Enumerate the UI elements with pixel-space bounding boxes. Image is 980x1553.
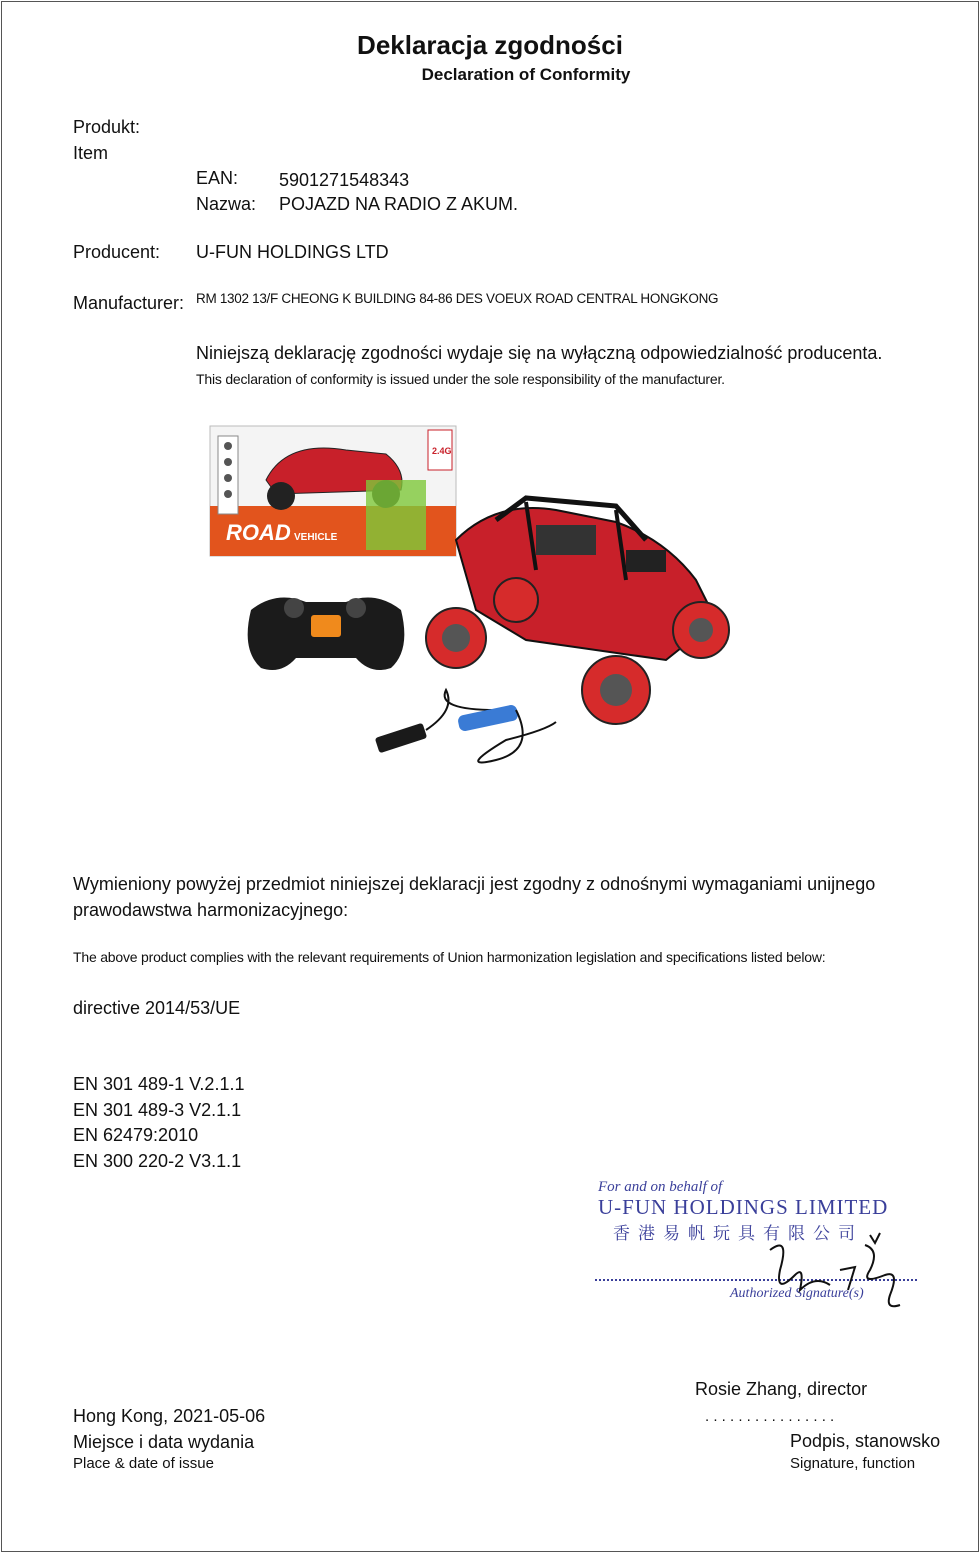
standard-2: EN 301 489-3 V2.1.1 <box>73 1100 242 1120</box>
signature-dots: . . . . . . . . . . . . . . . . <box>705 1408 835 1425</box>
place-label-en: Place & date of issue <box>73 1455 214 1472</box>
product-photo <box>196 410 756 790</box>
stamp-line-1: For and on behalf of <box>598 1179 723 1195</box>
producer-name: U-FUN HOLDINGS LTD <box>196 242 389 262</box>
responsibility-pl: Niniejszą deklarację zgodności wydaje się na wyłączną odpowiedzialność producenta. <box>196 343 883 363</box>
stamp-line-4: Authorized Signature(s) <box>730 1286 864 1301</box>
compliance-en: The above product complies with the relevant requirements of Union harmonization legislation and specifications listed below: <box>73 949 826 965</box>
signer-name: Rosie Zhang, director <box>695 1379 868 1399</box>
handwritten-signature <box>760 1215 910 1315</box>
ean-label: EAN: <box>196 168 239 188</box>
product-box <box>210 426 456 556</box>
standard-1: EN 301 489-1 V.2.1.1 <box>73 1074 245 1094</box>
standard-4: EN 300 220-2 V3.1.1 <box>73 1151 242 1171</box>
producer-label: Producent: <box>73 242 161 262</box>
box-sub-label: VEHICLE <box>294 532 338 543</box>
battery-charger <box>375 690 556 763</box>
signature-label-en: Signature, function <box>790 1455 916 1472</box>
rc-car <box>426 498 729 724</box>
ean-value: 5901271548343 <box>279 170 410 190</box>
name-label: Nazwa: <box>196 194 257 214</box>
page-title: Deklaracja zgodności <box>357 30 623 60</box>
box-brand-label: ROAD <box>226 520 291 545</box>
box-freq-label: 2.4G <box>432 446 452 456</box>
manufacturer-address: RM 1302 13/F CHEONG K BUILDING 84-86 DES VOEUX ROAD CENTRAL HONGKONG <box>196 291 719 306</box>
standard-3: EN 62479:2010 <box>73 1125 199 1145</box>
signature-label-pl: Podpis, stanowsko <box>790 1431 941 1451</box>
page-subtitle: Declaration of Conformity <box>421 65 631 84</box>
company-stamp <box>585 1175 935 1315</box>
item-label-pl: Produkt: <box>73 117 141 137</box>
place-date: Hong Kong, 2021-05-06 <box>73 1406 266 1426</box>
place-label-pl: Miejsce i data wydania <box>73 1432 255 1452</box>
item-label-en: Item <box>73 143 109 163</box>
compliance-pl-line1: Wymieniony powyżej przedmiot niniejszej deklaracji jest zgodny z odnośnymi wymaganiami unijnego <box>73 874 876 894</box>
remote-control <box>248 598 405 671</box>
manufacturer-label: Manufacturer: <box>73 293 185 313</box>
directive: directive 2014/53/UE <box>73 998 241 1018</box>
stamp-line-2: U-FUN HOLDINGS LIMITED <box>598 1195 889 1219</box>
stamp-line-3: 香港易帆玩具有限公司 <box>613 1224 863 1244</box>
responsibility-en: This declaration of conformity is issued under the sole responsibility of the manufacturer. <box>196 371 725 387</box>
name-value: POJAZD NA RADIO Z AKUM. <box>279 194 519 214</box>
compliance-pl-line2: prawodawstwa harmonizacyjnego: <box>73 900 349 920</box>
